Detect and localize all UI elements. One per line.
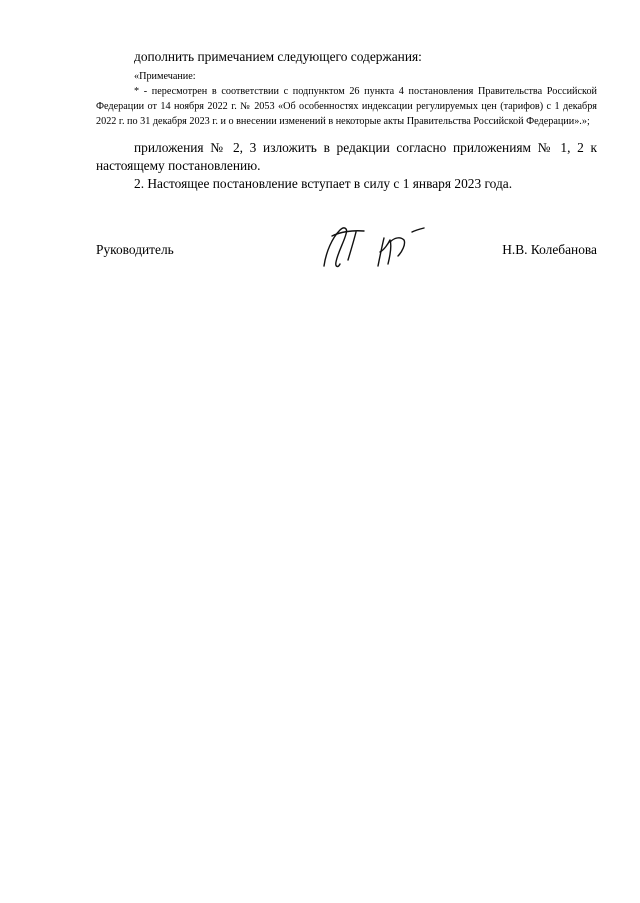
appendix-paragraph — [96, 139, 597, 175]
footnote-paragraph — [96, 84, 597, 129]
appendix-line-2: настоящему постановлению. — [96, 158, 261, 173]
point-2-paragraph: 2. Настоящее постановление вступает в силу с 1 января 2023 года. — [134, 176, 513, 191]
note-label: «Примечание: — [134, 71, 196, 82]
appendix-line-1: приложения № 2, 3 изложить в редакции согласно приложениям № 1, 2 к — [134, 140, 597, 155]
signatory-name: Н.В. Колебанова — [502, 242, 597, 257]
footnote-text: * - пересмотрен в соответствии с подпунктом 26 пункта 4 постановления Правительства Российской Федерации от 14 ноября 2022 г. № 2053 «Об особенностях индексации регулируемых цен (тарифов) с 1 декабря 2022 г. по 31 декабря 2023 г. и о внесении изменений в некоторые акты Правительства Российской Федерации».»; — [96, 86, 597, 127]
signatory-title: Руководитель — [96, 242, 174, 257]
handwritten-signature — [318, 222, 438, 272]
intro-line: дополнить примечанием следующего содержания: — [134, 49, 422, 64]
